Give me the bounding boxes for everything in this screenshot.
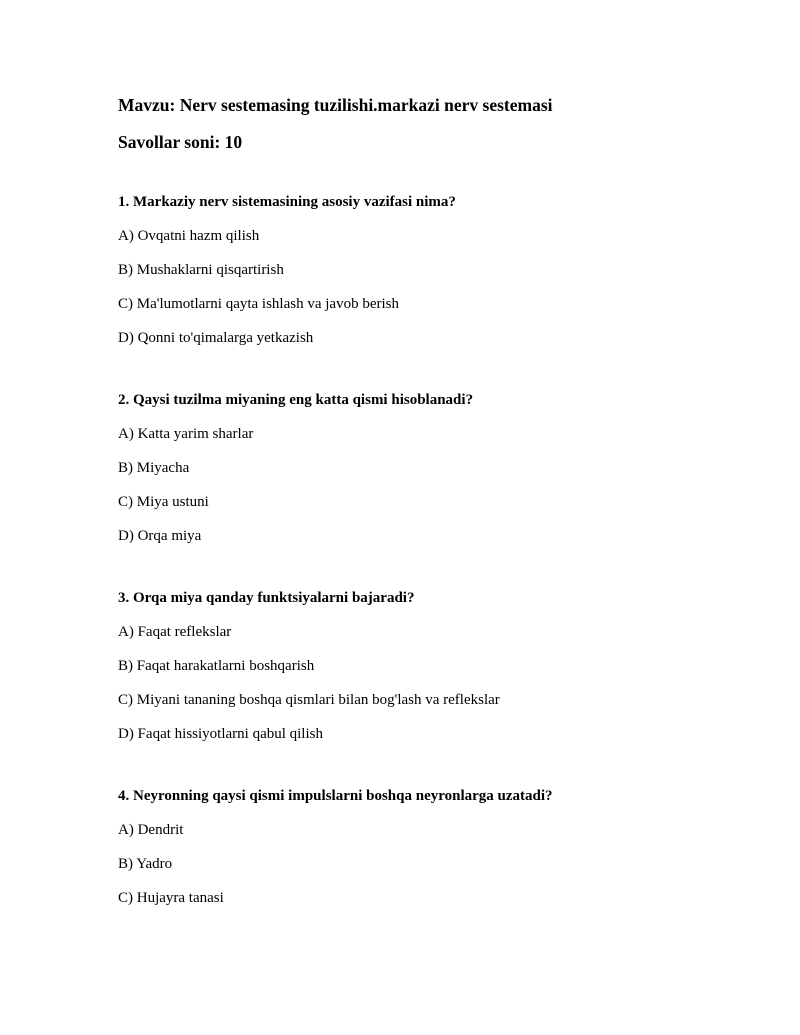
- question-count: Savollar soni: 10: [118, 132, 243, 152]
- question-text: 1. Markaziy nerv sistemasining asosiy vazifasi nima?: [118, 194, 456, 210]
- answer-option-a: A) Katta yarim sharlar: [118, 426, 254, 442]
- answer-option-c: C) Miya ustuni: [118, 494, 209, 510]
- answer-option-c: C) Miyani tananing boshqa qismlari bilan bog'lash va reflekslar: [118, 692, 500, 708]
- question-1: [118, 192, 758, 348]
- answer-option-d: D) Qonni to'qimalarga yetkazish: [118, 330, 314, 346]
- document-title: Mavzu: Nerv sestemasing tuzilishi.markazi nerv sestemasi: [118, 95, 553, 115]
- answer-option-c: C) Hujayra tanasi: [118, 890, 224, 906]
- answer-option-b: B) Miyacha: [118, 460, 190, 476]
- answer-option-a: A) Dendrit: [118, 822, 184, 838]
- question-text: 2. Qaysi tuzilma miyaning eng katta qismi hisoblanadi?: [118, 392, 474, 408]
- question-list: [118, 192, 758, 908]
- question-2: [118, 390, 758, 546]
- answer-option-b: B) Faqat harakatlarni boshqarish: [118, 658, 315, 674]
- question-3: [118, 588, 758, 744]
- answer-option-b: B) Yadro: [118, 856, 173, 872]
- answer-option-a: A) Faqat reflekslar: [118, 624, 232, 640]
- document-content: [118, 93, 758, 950]
- answer-option-d: D) Faqat hissiyotlarni qabul qilish: [118, 726, 323, 742]
- question-text: 4. Neyronning qaysi qismi impulslarni boshqa neyronlarga uzatadi?: [118, 788, 553, 804]
- answer-option-c: C) Ma'lumotlarni qayta ishlash va javob berish: [118, 296, 399, 312]
- question-text: 3. Orqa miya qanday funktsiyalarni bajaradi?: [118, 590, 415, 606]
- answer-option-a: A) Ovqatni hazm qilish: [118, 228, 260, 244]
- answer-option-b: B) Mushaklarni qisqartirish: [118, 262, 284, 278]
- question-4: [118, 786, 758, 908]
- answer-option-d: D) Orqa miya: [118, 528, 202, 544]
